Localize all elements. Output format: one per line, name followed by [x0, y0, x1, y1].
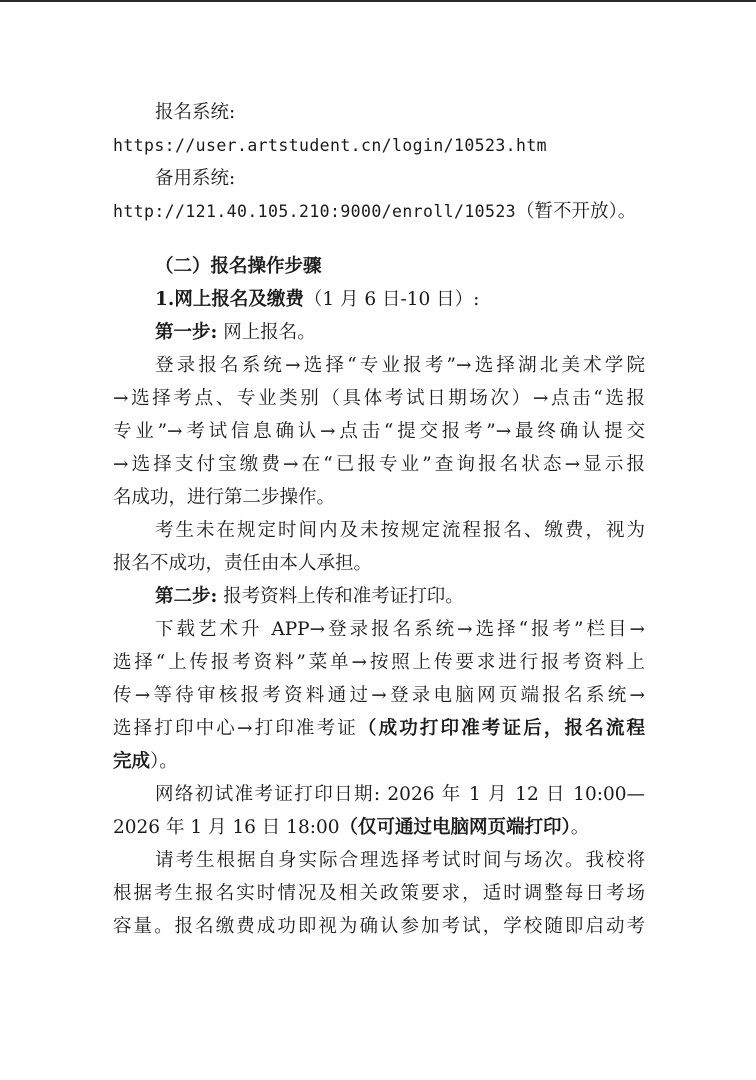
print-note-bold: （仅可通过电脑网页端打印）: [339, 817, 571, 838]
step1-line: 登录报名系统→选择“专业报考”→选择湖北美术学院: [155, 355, 645, 376]
step2-line: 传→等待审核报考资料通过→登录电脑网页端报名系统→: [113, 685, 645, 706]
step2-line: [113, 745, 645, 778]
document-page: [113, 96, 645, 943]
step2-label: 第二步:: [155, 586, 218, 607]
section-heading: （二）报名操作步骤: [155, 256, 322, 277]
step1-line: 名成功，进行第二步操作。: [113, 487, 336, 508]
closing-line: 请考生根据自身实际合理选择考试时间与场次。我校将: [155, 850, 645, 871]
warning-line: 报名不成功，责任由本人承担。: [113, 553, 373, 574]
top-border-line: [0, 0, 756, 2]
subsection-dates: （1 月 6 日-10 日）:: [303, 289, 480, 310]
backup-system-label: 备用系统:: [155, 168, 236, 189]
step2-text: 报考资料上传和准考证打印。: [217, 586, 464, 607]
step2-line4-bold: （成功打印准考证后，报名流程: [357, 718, 645, 739]
print-date-end: 2026 年 1 月 16 日 18:00: [113, 817, 340, 838]
closing-line: 容量。报名缴费成功即视为确认参加考试，学校随即启动考: [113, 916, 645, 937]
step1-text: 网上报名。: [217, 322, 316, 343]
step2-line4-text: 选择打印中心→打印准考证: [113, 718, 358, 739]
warning-line: 考生未在规定时间内及未按规定流程报名、缴费，视为: [155, 520, 645, 541]
step2-line: 选择“上传报考资料”菜单→按照上传要求进行报考资料上: [113, 652, 645, 673]
subsection-title-text: 1.网上报名及缴费: [155, 289, 304, 310]
print-date-line: 网络初试准考证打印日期: 2026 年 1 月 12 日 10:00—: [155, 784, 645, 805]
step1-heading: [113, 316, 645, 349]
step2-line: 下载艺术升 APP→登录报名系统→选择“报考”栏目→: [155, 619, 645, 640]
subsection-title: [113, 283, 645, 316]
print-note-end: 。: [570, 817, 590, 838]
backup-url-line: [113, 195, 645, 228]
step2-line: [113, 712, 645, 745]
registration-url[interactable]: https://user.artstudent.cn/login/10523.htm: [113, 136, 548, 155]
backup-note: （暂不开放）。: [516, 201, 637, 222]
step2-line5-bold: 完成: [113, 751, 151, 772]
registration-system-label: 报名系统:: [155, 102, 236, 123]
step1-line: →选择支付宝缴费→在“已报专业”查询报名状态→显示报: [113, 454, 645, 475]
step1-label: 第一步:: [155, 322, 218, 343]
step1-line: 专业”→考试信息确认→点击“提交报考”→最终确认提交: [113, 421, 645, 442]
step2-heading: [113, 580, 645, 613]
step2-line5-end: ）。: [150, 751, 178, 772]
step1-line: →选择考点、专业类别（具体考试日期场次）→点击“选报: [113, 388, 645, 409]
closing-line: 根据考生报名实时情况及相关政策要求，适时调整每日考场: [113, 883, 645, 904]
print-date-line: [113, 811, 645, 844]
backup-url[interactable]: http://121.40.105.210:9000/enroll/10523: [113, 202, 517, 221]
